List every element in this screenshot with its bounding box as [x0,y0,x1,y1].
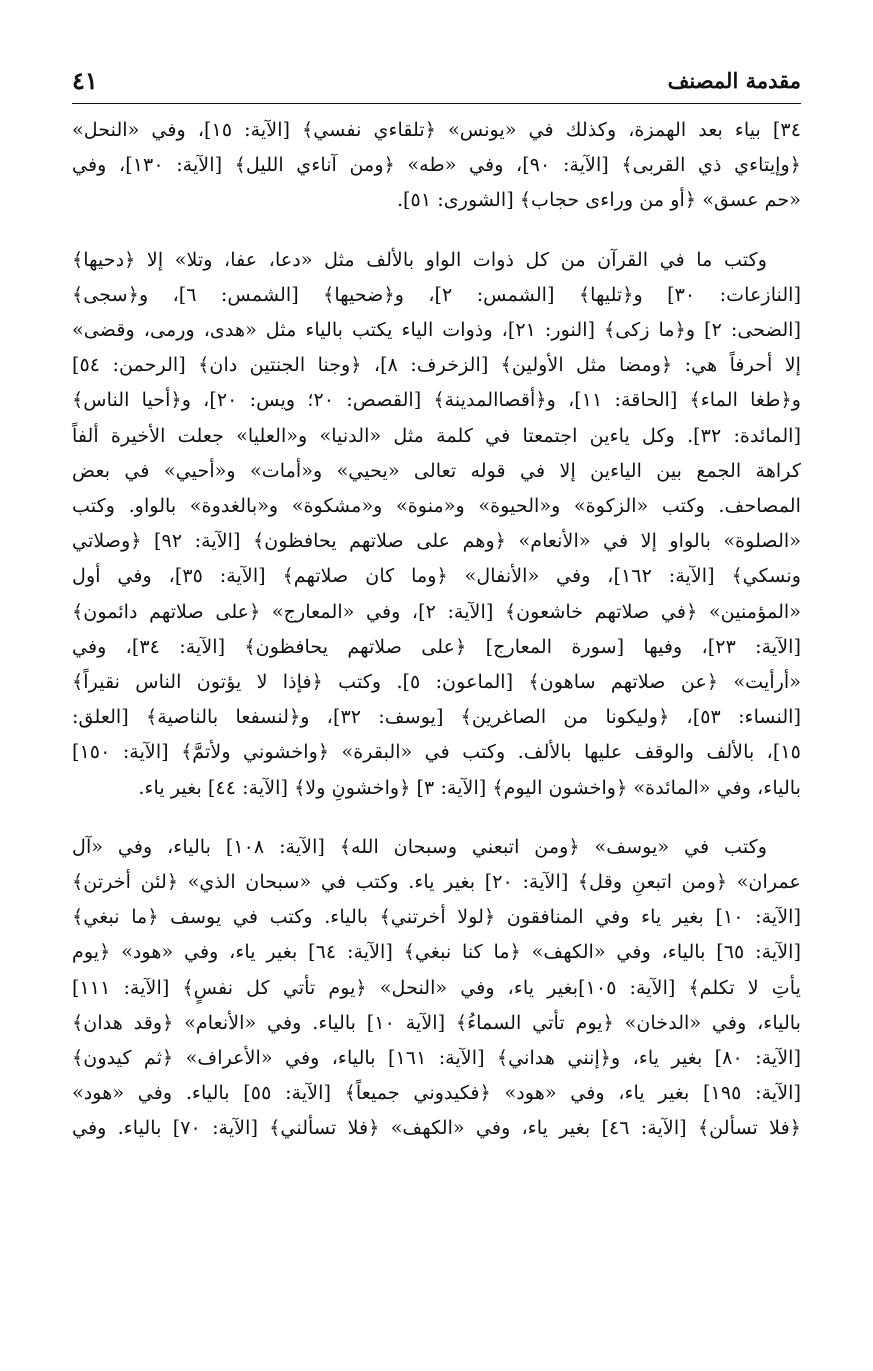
paragraph-1 [72,112,801,218]
text-line: [المائدة: ٣٢]. وكل ياءين اجتمعتا في كلمة مثل «الدنيا» و«العليا» جعلت الأخيرة ألفاً [72,423,801,447]
page-body [72,112,801,1170]
text-line: [الآية: ٦٥] بالياء، وفي «الكهف» ﴿ما كنا نبغي﴾ [الآية: ٦٤] بغير ياء، وفي «هود» ﴿يوم [72,940,801,964]
text-line: ٣٤] بياء بعد الهمزة، وكذلك في «يونس» ﴿تلقاءي نفسي﴾ [الآية: ١٥]، وفي «النحل» [72,118,802,141]
text-line: «حم عسق» ﴿أو من وراءى حجاب﴾ [الشورى: ٥١]. [396,188,801,212]
header-rule [72,103,801,104]
text-line: [النازعات: ٣٠] و﴿تليها﴾ [الشمس: ٢]، و﴿ضحيها﴾ [الشمس: ٦]، و﴿سجى﴾ [72,282,801,306]
text-line: [النساء: ٥٣]، ﴿وليكونا من الصاغرين﴾ [يوسف: ٣٢]، و﴿لنسفعا بالناصية﴾ [العلق: [72,705,801,729]
text-line: عمران» ﴿ومن اتبعنِ وقل﴾ [الآية: ٢٠] بغير ياء. وكتب في «سبحان الذي» ﴿لئن أخرتن﴾ [72,870,801,894]
text-line: ﴿وإيتاءي ذي القربى﴾ [الآية: ٩٠]، وفي «طه» ﴿ومن آناءي الليل﴾ [الآية: ١٣٠]، وفي [72,153,801,177]
text-line: «أرأيت» ﴿عن صلاتهم ساهون﴾ [الماعون: ٥]. وكتب ﴿فإذا لا يؤتون الناس نقيراً﴾ [72,670,801,694]
page-number: ٤١ [72,66,98,95]
text-line: [الآية: ٨٠] بغير ياء، و﴿إنني هداني﴾ [الآية: ١٦١] بالياء، وفي «الأعراف» ﴿ثم كيدون﴾ [72,1046,801,1070]
chapter-title: مقدمة المصنف [667,68,801,93]
text-line: بالياء، وفي «الدخان» ﴿يوم تأتي السماءُ﴾ [الآية ١٠] بالياء. وفي «الأنعام» ﴿وقد هدان﴾ [72,1010,801,1034]
paragraph-2 [72,242,801,805]
text-line: و﴿طغا الماء﴾ [الحاقة: ١١]، و﴿أقصاالمدينة﴾ [القصص: ٢٠؛ ويس: ٢٠]، و﴿أحيا الناس﴾ [72,388,801,412]
text-line: يأتِ لا تكلم﴾ [الآية: ١٠٥]بغير ياء، وفي «النحل» ﴿يوم تأتي كل نفسٍ﴾ [الآية: ١١١] [72,975,801,999]
text-line: المصاحف. وكتب «الزكوة» و«الحيوة» و«منوة» و«مشكوة» و«بالغدوة» بالواو. وكتب [72,494,801,518]
text-line: بالياء، وفي «المائدة» ﴿واخشون اليوم﴾ [الآية: ٣] ﴿واخشونِ ولا﴾ [الآية: ٤٤] بغير ياء. [138,775,801,799]
text-line: [الضحى: ٢] و﴿ما زكى﴾ [النور: ٢١]، وذوات الياء يكتب بالياء مثل «هدى، ورمى، وقضى» [72,318,801,342]
text-line: ونسكي﴾ [الآية: ١٦٢]، وفي «الأنفال» ﴿وما كان صلاتهم﴾ [الآية: ٣٥]، وفي أول [72,564,801,588]
text-line: وكتب في «يوسف» ﴿ومن اتبعني وسبحان الله﴾ [الآية: ١٠٨] بالياء، وفي «آل [72,834,768,858]
text-line: «المؤمنين» ﴿في صلاتهم خاشعون﴾ [الآية: ٢]، وفي «المعارج» ﴿على صلاتهم دائمون﴾ [72,599,801,623]
text-line: ﴿فلا تسألن﴾ [الآية: ٤٦] بغير ياء، وفي «الكهف» ﴿فلا تسألني﴾ [الآية: ٧٠] بالياء. وفي [72,1116,802,1140]
text-line: ١٥]، بالألف والوقف عليها بالألف. وكتب في «البقرة» ﴿واخشوني ولأتمَّ﴾ [الآية: ١٥٠] [72,740,801,764]
text-line: [الآية: ١٠] بغير ياء وفي المنافقون ﴿لولا أخرتني﴾ بالياء. وكتب في يوسف ﴿ما نبغي﴾ [72,905,801,929]
text-line: [الآية: ٢٣]، وفيها [سورة المعارج] ﴿على صلاتهم يحافظون﴾ [الآية: ٣٤]، وفي [72,634,801,658]
text-line: إلا أحرفاً هي: ﴿ومضا مثل الأولين﴾ [الزخرف: ٨]، ﴿وجنا الجنتين دان﴾ [الرحمن: ٥٤] [72,353,801,377]
page-header [72,66,801,98]
text-line: [الآية: ١٩٥] بغير ياء، وفي «هود» ﴿فكيدوني جميعاً﴾ [الآية: ٥٥] بالياء. وفي «هود» [72,1081,801,1105]
text-line: كراهة الجمع بين الياءين إلا في قوله تعالى «يحيي» و«أمات» و«أحيي» في بعض [72,458,801,482]
text-line: وكتب ما في القرآن من كل ذوات الواو بالألف مثل «دعا، عفا، وتلا» إلا ﴿دحيها﴾ [72,247,767,271]
paragraph-3 [72,829,801,1146]
text-line: «الصلوة» بالواو إلا في «الأنعام» ﴿وهم على صلاتهم يحافظون﴾ [الآية: ٩٢] ﴿وصلاتي [72,529,801,553]
